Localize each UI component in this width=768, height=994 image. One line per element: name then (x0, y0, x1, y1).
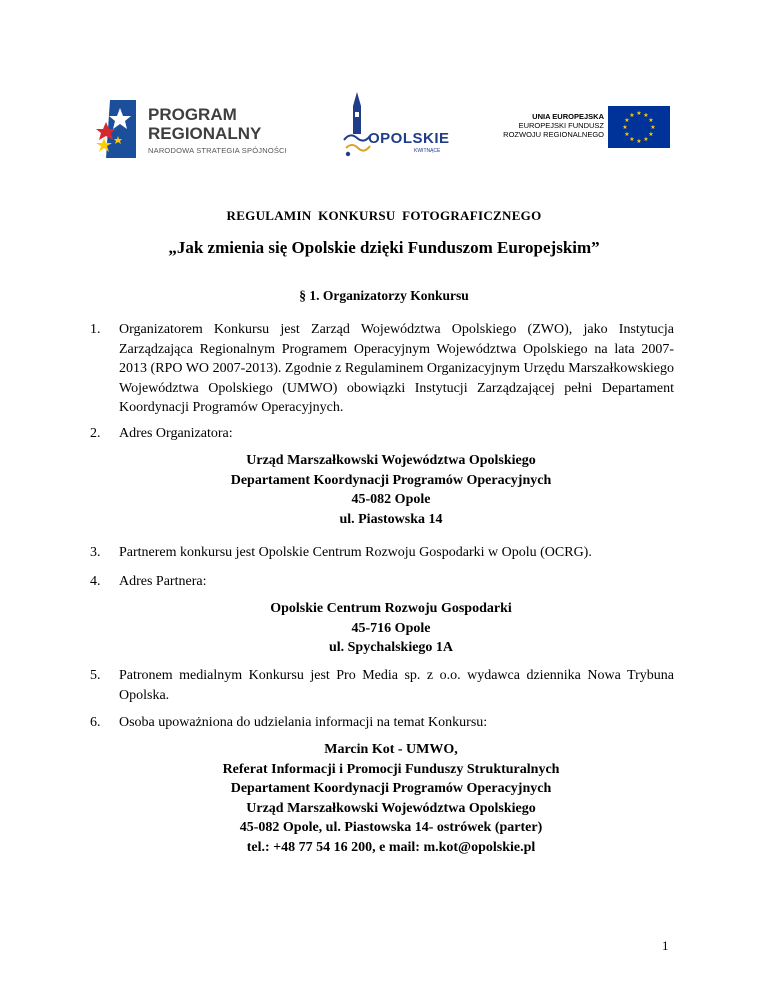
svg-text:★: ★ (648, 131, 654, 138)
program-logo-line3: NARODOWA STRATEGIA SPÓJNOŚCI (148, 146, 287, 155)
list-item-number: 6. (90, 715, 101, 730)
eu-logo-line3: ROZWOJU REGIONALNEGO (503, 130, 604, 139)
opolskie-logo-tagline: KWITNĄCE (414, 148, 441, 154)
contact-line: 45-082 Opole, ul. Piastowska 14- ostrówek (parter) (239, 820, 543, 835)
eu-logo-line1: UNIA EUROPEJSKA (532, 112, 604, 121)
list-item-5 (90, 666, 674, 705)
svg-text:★: ★ (629, 112, 635, 119)
list-item-number: 1. (90, 322, 101, 337)
svg-text:★: ★ (643, 112, 649, 119)
contact-line: Marcin Kot - UMWO, (324, 742, 458, 757)
svg-text:★: ★ (636, 110, 642, 117)
list-item-number: 5. (90, 668, 101, 683)
svg-text:★: ★ (648, 117, 654, 124)
address-line: Urząd Marszałkowski Województwa Opolskiego (246, 453, 536, 468)
svg-text:★: ★ (643, 136, 649, 143)
address-line: ul. Piastowska 14 (339, 511, 443, 527)
program-regionalny-emblem-icon (96, 100, 136, 158)
list-item-number: 4. (90, 574, 101, 589)
organizer-address (96, 451, 686, 529)
address-line: 45-082 Opole (351, 492, 431, 507)
partner-address (96, 599, 686, 658)
svg-text:★: ★ (622, 124, 628, 131)
eu-flag-icon (608, 106, 670, 148)
list-item-text: Adres Organizatora: (119, 426, 233, 441)
list-item-text: Patronem medialnym Konkursu jest Pro Media sp. z o.o. wydawca dziennika Nowa Trybuna Opolska. (119, 668, 674, 703)
eu-logo-text (503, 112, 604, 139)
list-item-text: Adres Partnera: (119, 574, 207, 589)
list-item-1 (90, 320, 674, 418)
address-line: Opolskie Centrum Rozwoju Gospodarki (270, 601, 512, 616)
program-logo-line1: PROGRAM (148, 105, 237, 124)
svg-text:★: ★ (650, 124, 656, 131)
svg-text:★: ★ (624, 117, 630, 124)
list-item-number: 3. (90, 545, 101, 560)
list-item-4 (90, 572, 674, 592)
section-heading: § 1. Organizatorzy Konkursu (299, 288, 469, 303)
address-line: 45-716 Opole (351, 620, 431, 636)
list-item-text: Organizatorem Konkursu jest Zarząd Województwa Opolskiego (ZWO), jako Instytucja Zarządzająca Regionalnym Programem Operacyjnym Województwa Opolskiego na lata 2007-2013 (RPO WO 2007-2013). Zgodnie z Regulaminem Organizacyjnym Urzędu Marszałkowskiego Województwa Opolskiego (UMWO) obowiązki Instytucji Zarządzającej pełni Departament Koordynacji Programów Operacyjnych. (119, 322, 674, 415)
program-logo-line2: REGIONALNY (148, 124, 262, 143)
svg-text:★: ★ (629, 136, 635, 143)
opolskie-tower-icon (342, 92, 372, 158)
list-item-3 (90, 543, 674, 563)
page-number: 1 (662, 938, 669, 953)
svg-text:★: ★ (636, 138, 642, 145)
contact-line: Referat Informacji i Promocji Funduszy Strukturalnych (222, 761, 560, 777)
list-item-2 (90, 424, 674, 444)
opolskie-logo (328, 92, 458, 164)
list-item-text: Osoba upoważniona do udzielania informacji na temat Konkursu: (119, 715, 488, 730)
header-logos (96, 92, 676, 164)
opolskie-logo-name: OPOLSKIE (368, 130, 450, 147)
eu-logo (492, 106, 670, 150)
list-item-text: Partnerem konkursu jest Opolskie Centrum Rozwoju Gospodarki w Opolu (OCRG). (119, 545, 592, 560)
list-item-number: 2. (90, 426, 101, 441)
eu-logo-line2: EUROPEJSKI FUNDUSZ (518, 121, 604, 130)
document-title: REGULAMIN KONKURSU FOTOGRAFICZNEGO (226, 208, 542, 223)
contact-person (96, 740, 686, 857)
document-subtitle: „Jak zmienia się Opolskie dzięki Funduszom Europejskim” (168, 238, 600, 257)
address-line: ul. Spychalskiego 1A (328, 640, 454, 655)
list-item-6 (90, 713, 674, 733)
svg-text:★: ★ (624, 131, 630, 138)
contact-line: Urząd Marszałkowski Województwa Opolskiego (246, 800, 536, 816)
address-line: Departament Koordynacji Programów Operacyjnych (230, 472, 552, 488)
contact-line: tel.: +48 77 54 16 200, e mail: m.kot@opolskie.pl (246, 839, 536, 855)
contact-line: Departament Koordynacji Programów Operacyjnych (230, 781, 552, 796)
